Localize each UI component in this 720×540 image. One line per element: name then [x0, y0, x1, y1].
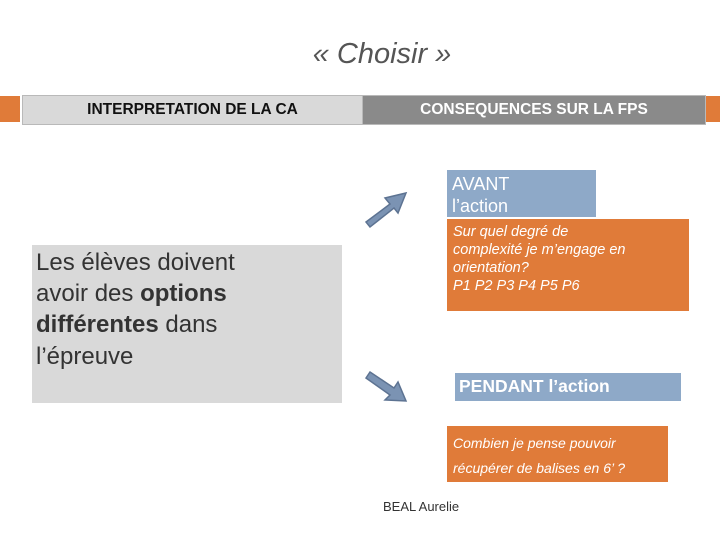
balises-line: Combien je pense pouvoir	[453, 435, 616, 451]
differentes-emphasis: différentes	[36, 311, 159, 339]
header-interpretation	[22, 95, 363, 125]
right-accent-bar	[706, 96, 720, 122]
pendant-label: PENDANT l’action	[459, 376, 610, 396]
question-line: Sur quel degré de	[453, 224, 569, 240]
header-consequences-label: CONSEQUENCES SUR LA FPS	[420, 101, 648, 118]
balises-line: récupérer de balises en 6’ ?	[453, 459, 625, 476]
header-interpretation-label: INTERPRETATION DE LA CA	[87, 101, 298, 118]
complexity-question-box	[447, 219, 689, 311]
levels-line: P1 P2 P3 P4 P5 P6	[453, 278, 580, 295]
eleves-line: différentes dans	[36, 311, 218, 339]
arrow-up-right-icon	[360, 186, 412, 232]
question-line: orientation?	[453, 260, 529, 277]
left-accent-bar	[0, 96, 20, 122]
pendant-action-box	[455, 373, 681, 401]
question-line: complexité je m’engage en	[453, 242, 626, 259]
options-emphasis: options	[140, 280, 227, 308]
arrow-down-right-icon	[364, 362, 416, 408]
header-consequences	[362, 95, 706, 125]
eleves-line: Les élèves doivent	[36, 249, 235, 276]
eleves-line: l’épreuve	[36, 342, 134, 370]
avant-line-1: AVANT	[452, 174, 510, 194]
eleves-options-box	[32, 245, 342, 403]
author-name: BEAL Aurelie	[383, 499, 460, 514]
avant-action-box	[447, 170, 596, 217]
avant-line-2: l’action	[452, 195, 509, 216]
balises-question-box	[447, 426, 668, 482]
eleves-line: avoir des options	[36, 280, 227, 308]
slide-title: « Choisir »	[312, 38, 452, 70]
